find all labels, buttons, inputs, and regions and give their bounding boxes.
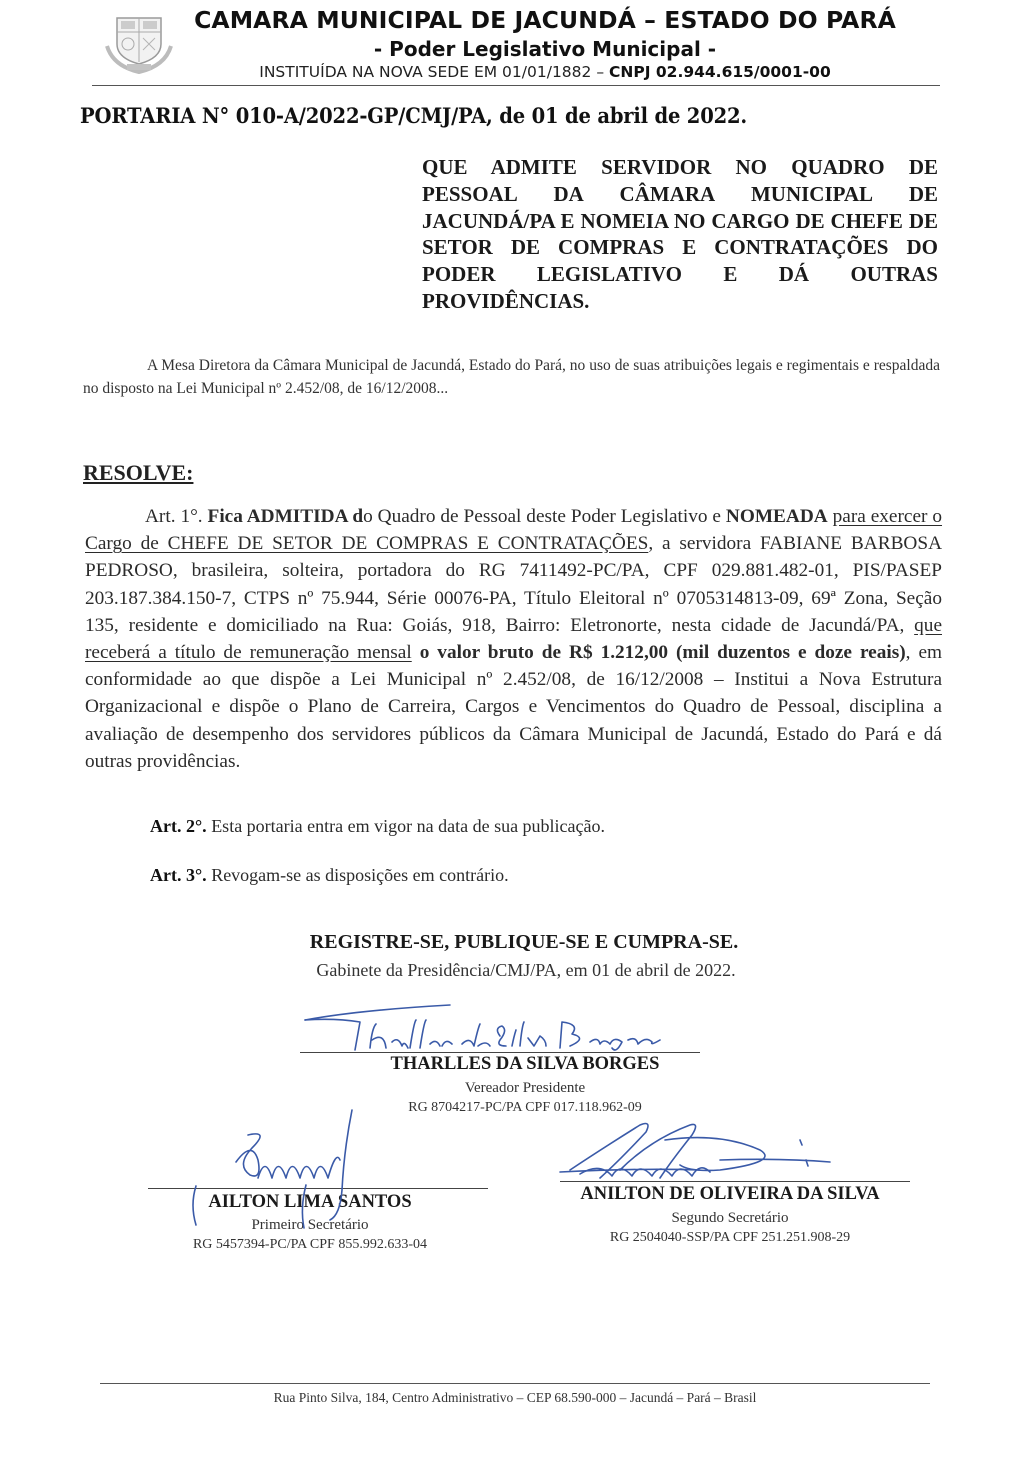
signatory-docs-first-secretary: RG 5457394-PC/PA CPF 855.992.633-04 xyxy=(192,1237,428,1252)
article-1-text-c: , em conformidade ao que dispõe a Lei Municipal nº 2.452/08, de 16/12/2008 – Institui a Nova Estrutura Organizacional e dispõe o Plano de Carreira, Cargos e Vencimentos do Quadro de Pessoal, disciplina a avaliação de desempenho dos servidores públicos da Câmara Municipal de Jacundá, Estado do Pará e dá outras providências. xyxy=(85,642,942,772)
institution-title: CAMARA MUNICIPAL DE JACUNDÁ – ESTADO DO PARÁ xyxy=(194,6,896,34)
signatory-name-president: THARLLES DA SILVA BORGES xyxy=(390,1054,660,1074)
article-2 xyxy=(150,816,605,837)
signatory-role-president: Vereador Presidente xyxy=(464,1080,586,1096)
signatory-name-second-secretary: ANILTON DE OLIVEIRA DA SILVA xyxy=(580,1184,880,1204)
article-2-label: Art. 2°. xyxy=(150,816,207,836)
signature-line-first-secretary xyxy=(148,1188,488,1189)
signature-president xyxy=(305,1005,660,1050)
article-1-text-b: , a servidora FABIANE BARBOSA PEDROSO, brasileira, solteira, portadora do RG 7411492-PC/PA, CPF 029.881.482-01, PIS/PASEP 203.187.384.150-7, CTPS nº 75.944, Série 00076-PA, Título Eleitoral nº 0705314813-09, 69ª Zona, Seção 135, residente e domiciliado na Rua: Goiás, 918, Bairro: Eletronorte, nesta cidade de Jacundá/PA, xyxy=(85,533,942,636)
signatory-role-second-secretary: Segundo Secretário xyxy=(671,1210,789,1226)
remuneracao-text: que receberá a título de remuneração mensal xyxy=(85,614,942,664)
signatory-role-first-secretary: Primeiro Secretário xyxy=(251,1217,369,1233)
institution-info xyxy=(185,63,905,81)
signature-line-president xyxy=(300,1052,700,1053)
nomeada-text: NOMEADA xyxy=(725,506,828,527)
admitida-text: ADMITIDA d xyxy=(246,506,364,527)
coat-of-arms-icon xyxy=(103,14,175,76)
article-1 xyxy=(85,503,942,775)
header-divider xyxy=(92,85,940,86)
preamble xyxy=(83,354,940,400)
cargo-text: para exercer o Cargo de CHEFE DE SETOR DE COMPRAS E CONTRATAÇÕES xyxy=(85,506,943,555)
article-1-text-a: o Quadro de Pessoal deste Poder Legislativo e xyxy=(363,506,726,527)
preamble-text: A Mesa Diretora da Câmara Municipal de Jacundá, Estado do Pará, no uso de suas atribuições legais e regimentais e respaldada no disposto na Lei Municipal nº 2.452/08, de 16/12/2008... xyxy=(83,357,940,397)
article-3-text: Revogam-se as disposições em contrário. xyxy=(206,865,509,885)
valor-text: o valor bruto de R$ 1.212,00 (mil duzentos e doze reais) xyxy=(411,642,906,664)
article-3 xyxy=(150,865,509,886)
article-1-label: Art. 1°. xyxy=(145,506,208,527)
article-3-label: Art. 3°. xyxy=(150,865,207,885)
signature-line-second-secretary xyxy=(560,1181,910,1182)
portaria-title: PORTARIA N° 010-A/2022-GP/CMJ/PA, de 01 de abril de 2022. xyxy=(80,103,748,128)
resolve-heading: RESOLVE: xyxy=(83,460,194,485)
institution-subtitle: - Poder Legislativo Municipal - xyxy=(373,37,717,61)
ementa: QUE ADMITE SERVIDOR NO QUADRO DE PESSOAL DA CÂMARA MUNICIPAL DE JACUNDÁ/PA E NOMEIA NO CARGO DE CHEFE DE SETOR DE COMPRAS E CONTRATAÇÕES DO PODER LEGISLATIVO E DÁ OUTRAS PROVIDÊNCIAS. xyxy=(422,155,938,313)
footer-divider xyxy=(100,1383,930,1384)
place-and-date: Gabinete da Presidência/CMJ/PA, em 01 de abril de 2022. xyxy=(316,960,736,980)
closing-formula: REGISTRE-SE, PUBLIQUE-SE E CUMPRA-SE. xyxy=(309,931,739,953)
article-2-text: Esta portaria entra em vigor na data de sua publicação. xyxy=(206,816,606,836)
signatory-docs-second-secretary: RG 2504040-SSP/PA CPF 251.251.908-29 xyxy=(609,1230,851,1245)
signature-second-secretary xyxy=(560,1124,830,1178)
footer-address: Rua Pinto Silva, 184, Centro Administrativo – CEP 68.590-000 – Jacundá – Pará – Brasil xyxy=(273,1390,757,1405)
cnpj: CNPJ 02.944.615/0001-00 xyxy=(609,63,831,81)
fica-text: Fica xyxy=(207,506,247,527)
signatory-name-first-secretary: AILTON LIMA SANTOS xyxy=(208,1192,412,1212)
signatory-docs-president: RG 8704217-PC/PA CPF 017.118.962-09 xyxy=(408,1100,642,1115)
instituted-date: INSTITUÍDA NA NOVA SEDE EM 01/01/1882 – xyxy=(259,63,609,81)
